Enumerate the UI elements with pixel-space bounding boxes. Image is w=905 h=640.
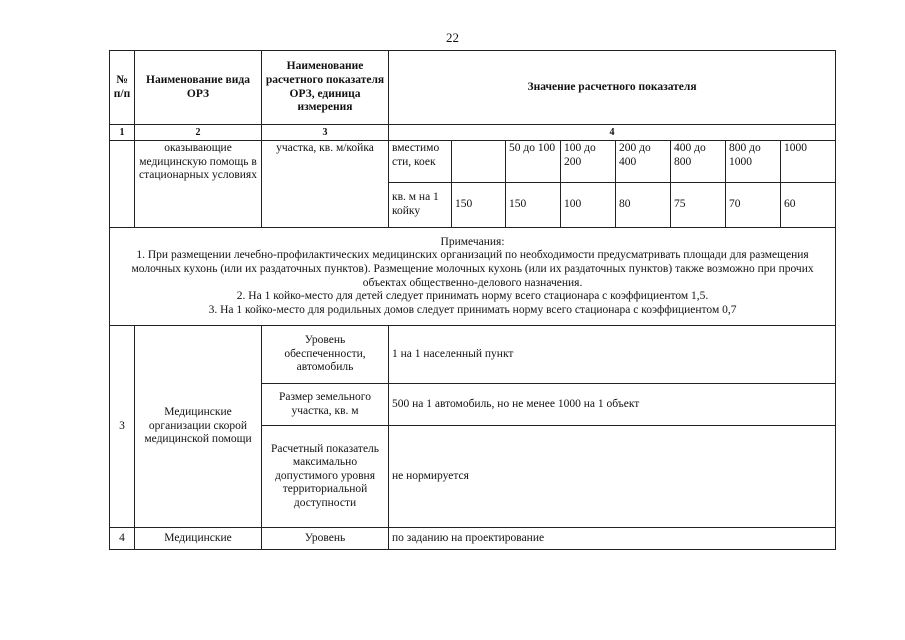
table-row [110,141,836,183]
note-3: 3. На 1 койко-место для родильных домов следует принимать норму всего стационара с коэффициентом 0,7 [208,303,737,316]
row3-indicator-3: Расчетный показатель максимально допустимого уровня территориальной доступности [262,426,389,528]
row3-type: Медицинские организации скорой медицинской помощи [135,326,262,528]
notes-title: Примечания: [440,235,505,248]
header-num-2: 2 [135,125,262,141]
area-value: 150 [452,183,506,228]
row3-indicator-2: Размер земельного участка, кв. м [262,384,389,426]
capacity-value: 100 до 200 [561,141,616,183]
header-row [110,51,836,125]
header-indicator: Наименование расчетного показателя ОРЗ, единица измерения [262,51,389,125]
note-2: 2. На 1 койко-место для детей следует принимать норму всего стационара с коэффициентом 1,5. [236,290,709,303]
capacity-value: 1000 [781,141,836,183]
capacity-value: 200 до 400 [616,141,671,183]
note-1: 1. При размещении лечебно-профилактических медицинских организаций по необходимости предусматривать площади для размещения молочных кухонь (или их раздаточных пунктов). Размещение молочных кухонь (или их раздаточных пунктов) также возможно при прочих объектах общественно-делового назначения. [131,249,814,289]
table-row [110,528,836,550]
row4-type: Медицинские [135,528,262,550]
hospital-no-cell [110,141,135,228]
header-num-4: 4 [389,125,836,141]
capacity-value [452,141,506,183]
row3-indicator-1: Уровень обеспеченности, автомобиль [262,326,389,384]
area-value: 75 [671,183,726,228]
hospital-type-cell: оказывающие медицинскую помощь в стационарных условиях [135,141,262,228]
area-value: 100 [561,183,616,228]
header-no: № п/п [110,51,135,125]
hospital-indicator-cell: участка, кв. м/койка [262,141,389,228]
row4-indicator: Уровень [262,528,389,550]
header-num-1: 1 [110,125,135,141]
row3-no: 3 [110,326,135,528]
header-type: Наименование вида ОРЗ [135,51,262,125]
notes-cell [110,228,836,326]
table-row [110,326,836,384]
area-value: 60 [781,183,836,228]
area-value: 70 [726,183,781,228]
capacity-value: 400 до 800 [671,141,726,183]
header-number-row [110,125,836,141]
row3-value-2: 500 на 1 автомобиль, но не менее 1000 на 1 объект [389,384,836,426]
row4-no: 4 [110,528,135,550]
row3-value-1: 1 на 1 населенный пункт [389,326,836,384]
row3-value-3: не нормируется [389,426,836,528]
orz-table [109,50,836,550]
capacity-label: вместимо сти, коек [389,141,452,183]
page-number: 22 [446,30,459,45]
capacity-value: 800 до 1000 [726,141,781,183]
notes-row [110,228,836,326]
header-value: Значение расчетного показателя [389,51,836,125]
capacity-value: 50 до 100 [506,141,561,183]
area-value: 150 [506,183,561,228]
area-value: 80 [616,183,671,228]
row4-value: по заданию на проектирование [389,528,836,550]
header-num-3: 3 [262,125,389,141]
area-label: кв. м на 1 койку [389,183,452,228]
